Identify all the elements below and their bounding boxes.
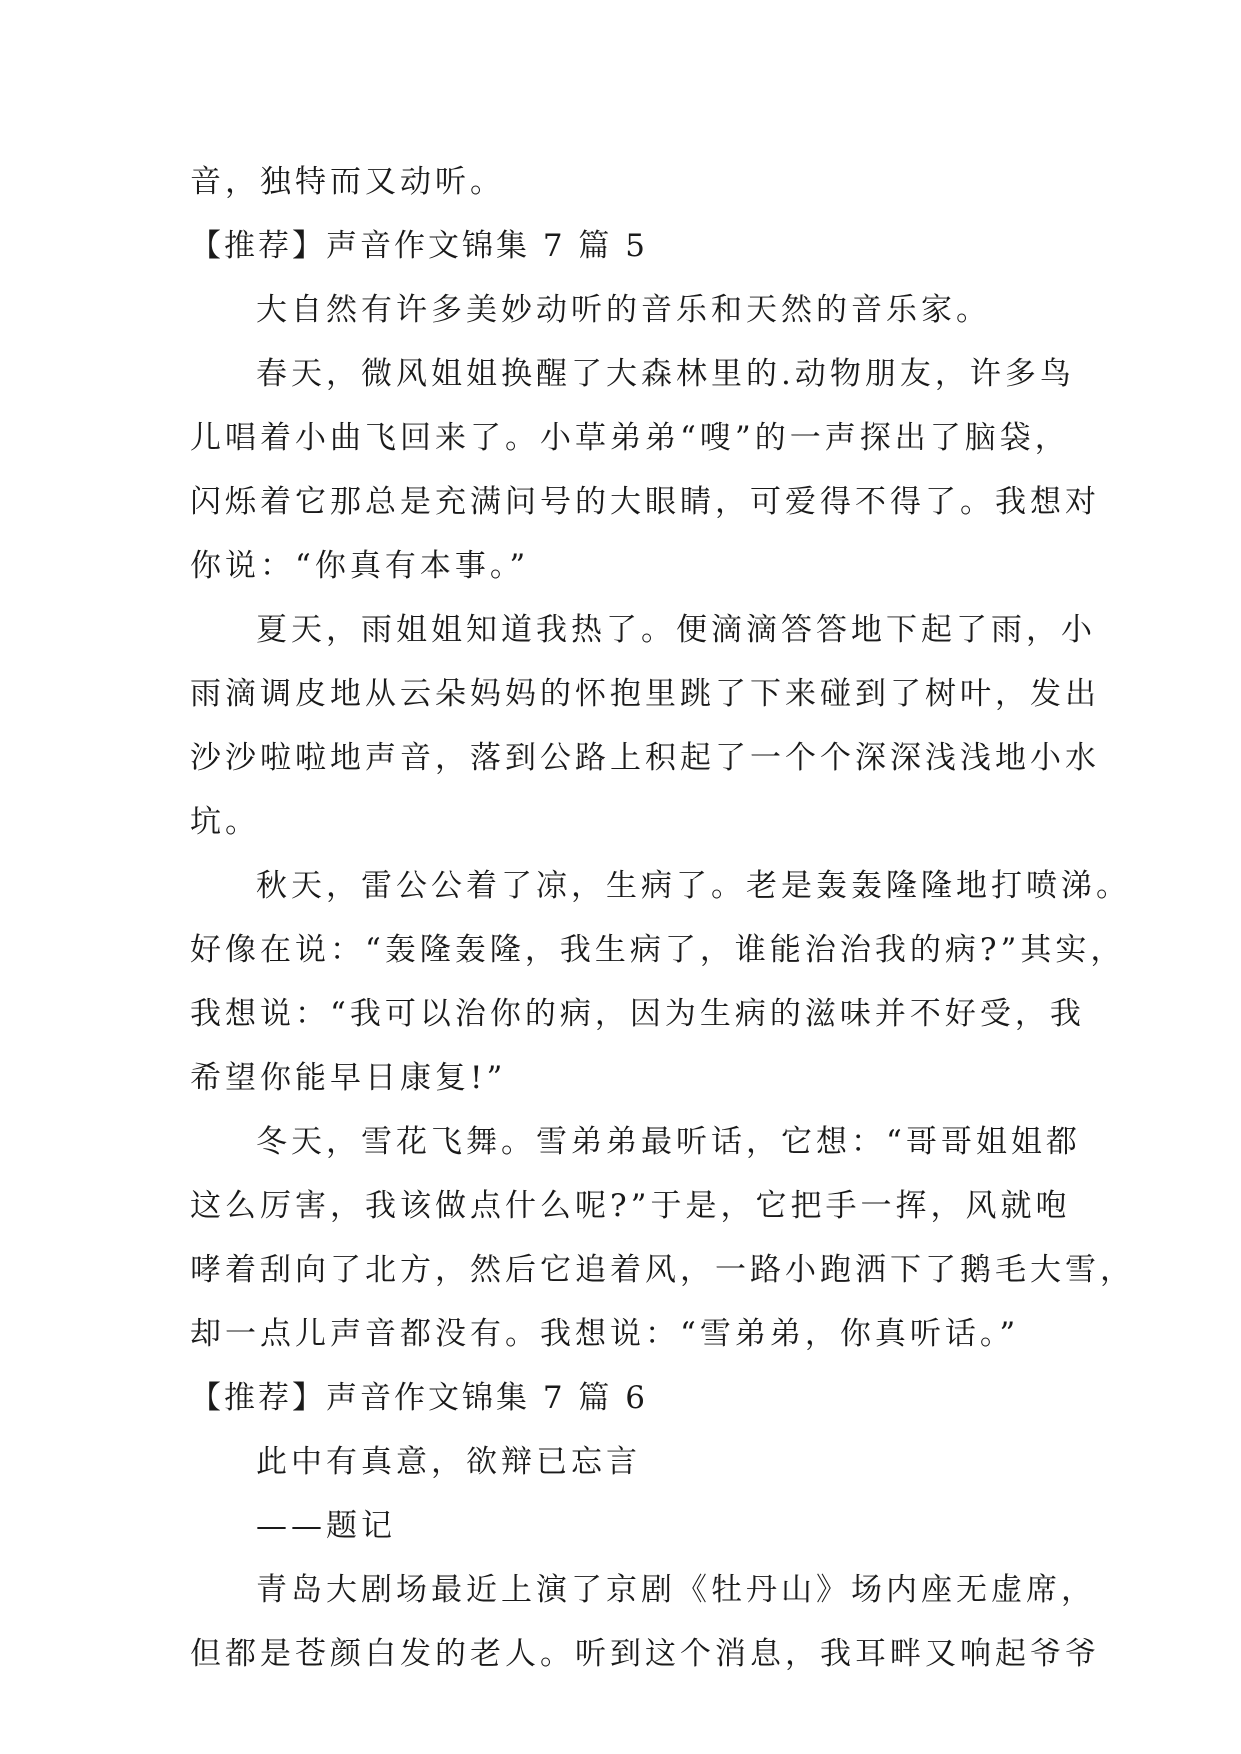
text-line: 却一点儿声音都没有。我想说：“雪弟弟，你真听话。” [190, 1316, 1020, 1352]
text-line: 这么厉害，我该做点什么呢?”于是，它把手一挥，风就咆 [190, 1188, 1071, 1224]
text-line: 坑。 [190, 804, 260, 840]
text-line: 但都是苍颜白发的老人。听到这个消息，我耳畔又响起爷爷 [190, 1636, 1100, 1672]
document-page [190, 150, 1135, 1686]
text-line: 希望你能早日康复!” [190, 1060, 507, 1096]
paragraph-theatre: 青岛大剧场最近上演了京剧《牡丹山》场内座无虚席， [256, 1572, 1096, 1608]
epigraph: 此中有真意，欲辩已忘言 [256, 1444, 641, 1480]
paragraph-winter: 冬天，雪花飞舞。雪弟弟最听话，它想：“哥哥姐姐都 [256, 1124, 1081, 1160]
epigraph-attribution: ——题记 [256, 1508, 396, 1544]
text-line: 儿唱着小曲飞回来了。小草弟弟“嗖”的一声探出了脑袋， [190, 420, 1070, 456]
paragraph-spring: 春天，微风姐姐换醒了大森林里的.动物朋友，许多鸟 [256, 356, 1075, 392]
section-heading-5: 【推荐】声音作文锦集 7 篇 5 [190, 228, 649, 264]
paragraph-summer: 夏天，雨姐姐知道我热了。便滴滴答答地下起了雨，小 [256, 612, 1096, 648]
text-line: 好像在说：“轰隆轰隆，我生病了，谁能治治我的病?”其实， [190, 932, 1126, 968]
text-line: 闪烁着它那总是充满问号的大眼睛，可爱得不得了。我想对 [190, 484, 1100, 520]
text-line: 我想说：“我可以治你的病，因为生病的滋味并不好受，我 [190, 996, 1085, 1032]
text-line: 音，独特而又动听。 [190, 164, 505, 200]
text-line: 你说：“你真有本事。” [190, 548, 530, 584]
paragraph-autumn: 秋天，雷公公着了凉，生病了。老是轰轰隆隆地打喷涕。 [256, 868, 1131, 904]
text-line: 哮着刮向了北方，然后它追着风，一路小跑洒下了鹅毛大雪， [190, 1252, 1135, 1288]
section-heading-6: 【推荐】声音作文锦集 7 篇 6 [190, 1380, 649, 1416]
paragraph-intro: 大自然有许多美妙动听的音乐和天然的音乐家。 [256, 292, 991, 328]
text-line: 沙沙啦啦地声音，落到公路上积起了一个个深深浅浅地小水 [190, 740, 1100, 776]
text-line: 雨滴调皮地从云朵妈妈的怀抱里跳了下来碰到了树叶，发出 [190, 676, 1100, 712]
